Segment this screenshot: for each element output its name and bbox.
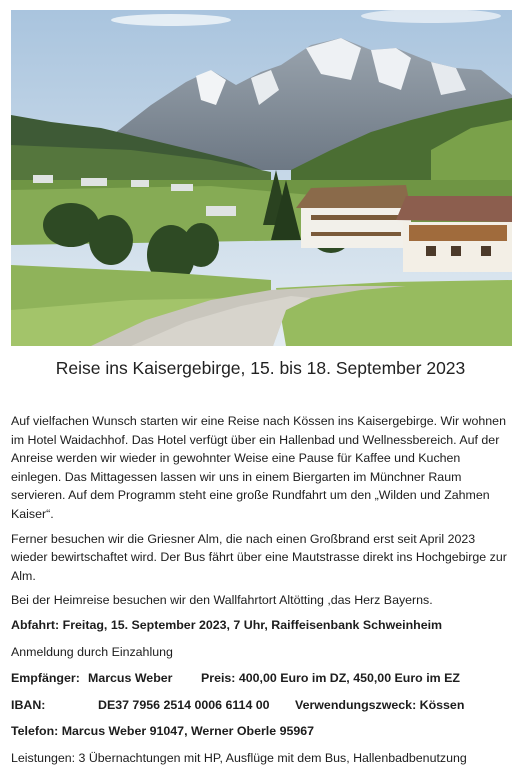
recipient-name: Marcus Weber [88,671,173,686]
departure-line: Abfahrt: Freitag, 15. September 2023, 7 Uhr, Raiffeisenbank Schweinheim [11,617,443,632]
iban-line [11,696,513,715]
iban-label: IBAN: [11,697,46,712]
page-title: Reise ins Kaisergebirge, 15. bis 18. September 2023 [55,358,466,378]
purpose-info: Verwendungszweck: Kössen [295,697,465,712]
alm-paragraph: Ferner besuchen wir die Griesner Alm, die nach einen Großbrand erst seit April 2023 wieder bewirtschaftet wird. Der Bus fährt über eine Mautstrasse direkt ins Hochgebirge zur Alm. [11,531,507,583]
recipient-line [11,669,513,688]
body-text [11,412,513,768]
phone-line: Telefon: Marcus Weber 91047, Werner Oberle 95967 [11,724,315,739]
services-line: Leistungen: 3 Übernachtungen mit HP, Ausflüge mit dem Bus, Hallenbadbenutzung [11,750,467,765]
price-info: Preis: 400,00 Euro im DZ, 450,00 Euro im EZ [201,671,460,686]
return-paragraph: Bei der Heimreise besuchen wir den Wallfahrtort Altötting ,das Herz Bayerns. [11,593,433,608]
iban-value: DE37 7956 2514 0006 6114 00 [98,697,270,712]
registration-line: Anmeldung durch Einzahlung [11,644,173,659]
intro-paragraph: Auf vielfachen Wunsch starten wir eine Reise nach Kössen ins Kaisergebirge. Wir wohnen im Hotel Waidachhof. Das Hotel verfügt über ein Hallenbad und Wellnessbereich. Auf der Anreise werden wir wieder in gewohnter Weise eine Pause für Kaffee und Kuchen einlegen. Das Mittagessen lassen wir uns in einem Biergarten im Münchner Raum servieren. Auf dem Programm steht eine große Rundfahrt um den „Wilden und Zahmen Kaiser“. [11,414,506,521]
recipient-label: Empfänger: [11,671,80,686]
header-photo [11,10,512,346]
